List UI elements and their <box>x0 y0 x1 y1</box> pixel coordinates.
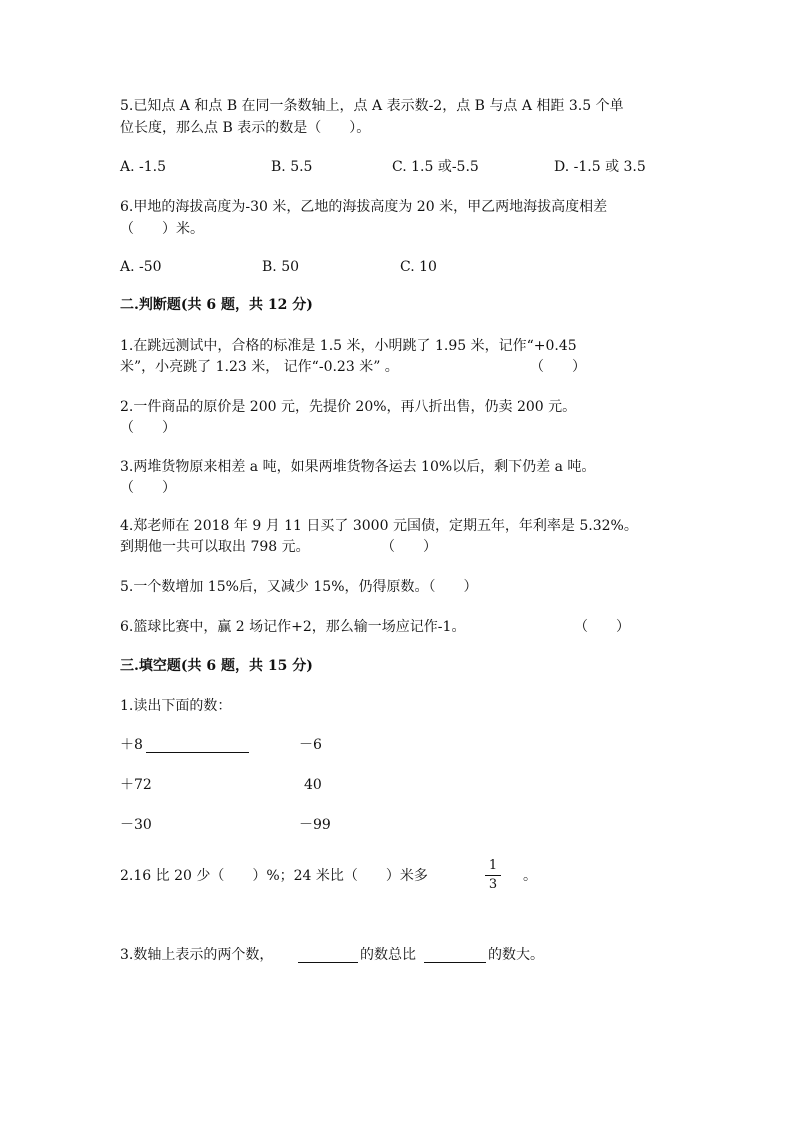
s3-q3-blank-1[interactable] <box>298 948 358 963</box>
s3-q1-num-3: ＋72 <box>120 777 152 793</box>
s2-item6-paren[interactable]: （ ） <box>574 619 630 635</box>
s2-item5-line1: 5.一个数增加 15%后，又减少 15%，仍得原数。（ ） <box>120 579 478 595</box>
s2-item2-paren[interactable]: （ ） <box>120 420 176 436</box>
q6-option-a: A. -50 <box>120 259 162 275</box>
s3-q3-text-b: 的数总比 <box>360 947 416 963</box>
s3-q1-num-4: 40 <box>304 777 322 793</box>
s2-item3-line1: 3.两堆货物原来相差 a 吨，如果两堆货物各运去 10%以后，剩下仍差 a 吨。 <box>120 459 596 475</box>
q5-option-c: C. 1.5 或-5.5 <box>392 159 479 175</box>
fraction-denominator: 3 <box>488 877 498 892</box>
s2-item6-line1: 6.篮球比赛中，赢 2 场记作+2，那么输一场应记作-1。 <box>120 619 466 635</box>
section3-title: 三.填空题(共 6 题，共 15 分) <box>120 658 313 674</box>
s3-q1-prompt: 1.读出下面的数： <box>120 698 232 714</box>
q5-option-d: D. -1.5 或 3.5 <box>554 159 646 175</box>
s3-q3-text-c: 的数大。 <box>488 947 544 963</box>
s3-q1-answer-blank-1[interactable] <box>146 738 249 753</box>
s3-q3-blank-2[interactable] <box>424 948 486 963</box>
s3-q1-num-1: ＋8 <box>120 737 143 753</box>
s2-item4-paren[interactable]: （ ） <box>381 539 437 555</box>
section2-title: 二.判断题(共 6 题，共 12 分) <box>120 297 313 313</box>
s3-q1-num-2: －6 <box>299 737 322 753</box>
q5-option-b: B. 5.5 <box>271 159 313 175</box>
s3-q1-num-5: －30 <box>120 817 152 833</box>
q5-option-a: A. -1.5 <box>120 159 167 175</box>
q6-line1: 6.甲地的海拔高度为-30 米，乙地的海拔高度为 20 米，甲乙两地海拔高度相差 <box>120 199 608 215</box>
q6-line2: （ ）米。 <box>120 221 204 237</box>
fraction-bar <box>485 875 501 876</box>
s2-item1-paren[interactable]: （ ） <box>530 359 586 375</box>
s2-item1-line2: 米”，小亮跳了 1.23 米， 记作“-0.23 米” 。 <box>120 359 399 375</box>
s2-item4-line2: 到期他一共可以取出 798 元。 <box>120 539 310 555</box>
s2-item1-line1: 1.在跳远测试中，合格的标准是 1.5 米，小明跳了 1.95 米，记作“+0.45 <box>120 338 577 354</box>
s2-item4-line1: 4.郑老师在 2018 年 9 月 11 日买了 3000 元国债，定期五年，年利率是 5.32%。 <box>120 518 638 534</box>
q6-option-c: C. 10 <box>400 259 437 275</box>
s3-q2-end: 。 <box>523 868 537 884</box>
q5-line1: 5.已知点 A 和点 B 在同一条数轴上，点 A 表示数-2，点 B 与点 A 相距 3.5 个单 <box>120 98 624 114</box>
q6-option-b: B. 50 <box>262 259 300 275</box>
q5-line2: 位长度，那么点 B 表示的数是（ ）。 <box>120 120 371 136</box>
fraction-numerator: 1 <box>488 858 498 873</box>
fraction-one-third <box>485 858 501 893</box>
s2-item3-paren[interactable]: （ ） <box>120 480 176 496</box>
s3-q1-num-6: －99 <box>299 817 331 833</box>
s2-item2-line1: 2.一件商品的原价是 200 元，先提价 20%，再八折出售，仍卖 200 元。 <box>120 399 577 415</box>
s3-q2-text: 2.16 比 20 少（ ）%；24 米比（ ）米多 <box>120 868 428 884</box>
s3-q3-text-a: 3.数轴上表示的两个数， <box>120 947 274 963</box>
